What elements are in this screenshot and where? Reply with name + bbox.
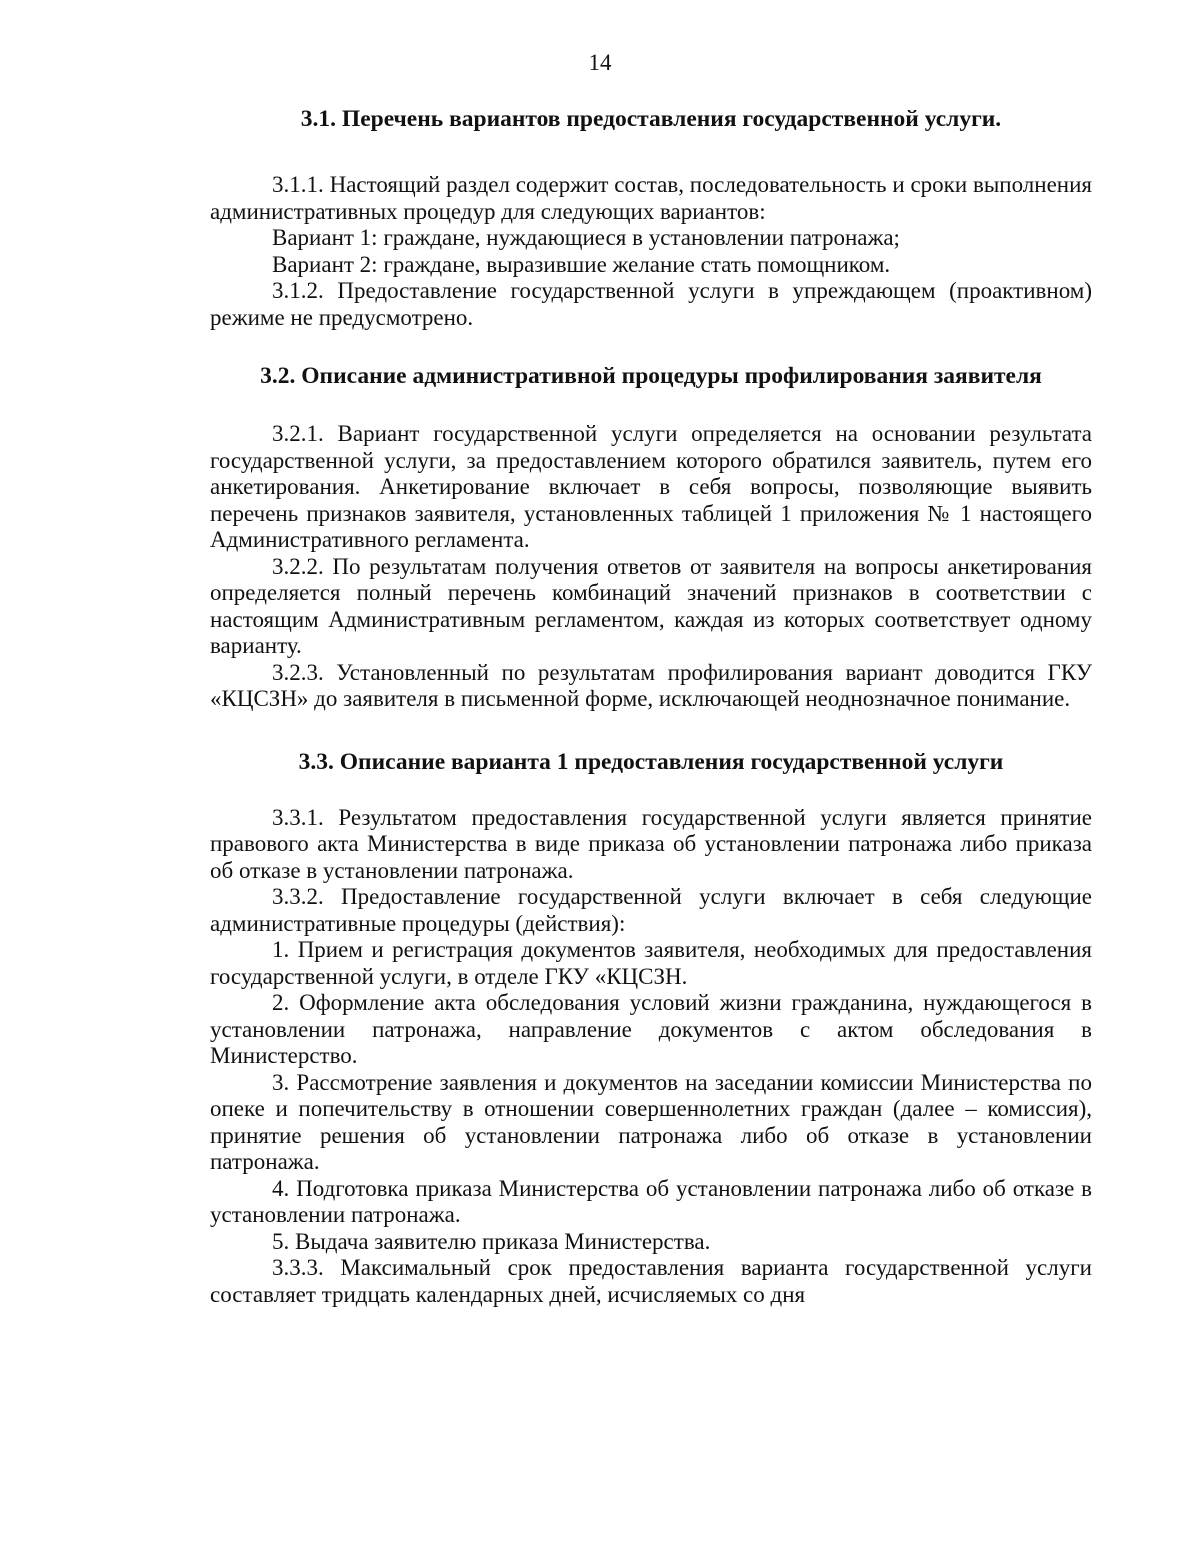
paragraph-variant-2: Вариант 2: граждане, выразившие желание стать помощником. (272, 251, 891, 277)
paragraph-3-2-2: 3.2.2. По результатам получения ответов от заявителя на вопросы анкетирования определяется полный перечень комбинаций значений признаков в соответствии с настоящим Административным регламентом, каждая из которых соответствует одному варианту. (210, 553, 1092, 658)
list-item-procedure-4: 4. Подготовка приказа Министерства об установлении патронажа либо об отказе в установлении патронажа. (210, 1175, 1092, 1227)
document-body (210, 104, 1092, 1308)
section-heading-3-3: 3.3. Описание варианта 1 предоставления государственной услуги (298, 748, 1004, 775)
paragraph-3-3-3: 3.3.3. Максимальный срок предоставления варианта государственной услуги составляет тридцать календарных дней, исчисляемых со дня (210, 1255, 1092, 1307)
list-item-procedure-2: 2. Оформление акта обследования условий жизни гражданина, нуждающегося в установлении патронажа, направление документов с актом обследования в Министерство. (210, 990, 1092, 1068)
paragraph-variant-1: Вариант 1: граждане, нуждающиеся в установлении патронажа; (272, 225, 900, 250)
list-item-procedure-3: 3. Рассмотрение заявления и документов на заседании комиссии Министерства по опеке и попечительству в отношении совершеннолетних граждан (далее – комиссия), принятие решения об установлении патронажа либо об отказе в установлении патронажа. (210, 1069, 1092, 1174)
section-3-3 (210, 747, 1092, 1309)
paragraph-3-3-2: 3.3.2. Предоставление государственной услуги включает в себя следующие административные процедуры (действия): (210, 884, 1092, 936)
section-heading-3-1: 3.1. Перечень вариантов предоставления государственной услуги. (300, 106, 1002, 132)
list-item-procedure-1: 1. Прием и регистрация документов заявителя, необходимых для предоставления государственной услуги, в отделе ГКУ «КЦСЗН. (210, 937, 1092, 989)
paragraph-3-1-1: 3.1.1. Настоящий раздел содержит состав, последовательность и сроки выполнения административных процедур для следующих вариантов: (210, 172, 1092, 224)
section-heading-3-2: 3.2. Описание административной процедуры профилирования заявителя (260, 363, 1042, 389)
paragraph-3-1-2: 3.1.2. Предоставление государственной услуги в упреждающем (проактивном) режиме не предусмотрено. (210, 278, 1092, 330)
list-item-procedure-5: 5. Выдача заявителю приказа Министерства. (272, 1228, 711, 1254)
paragraph-3-3-1: 3.3.1. Результатом предоставления государственной услуги является принятие правового акта Министерства в виде приказа об установлении патронажа либо приказа об отказе в установлении патронажа. (210, 804, 1092, 883)
section-3-1 (210, 104, 1092, 331)
paragraph-3-2-1: 3.2.1. Вариант государственной услуги определяется на основании результата государственной услуги, за предоставлением которого обратился заявитель, путем его анкетирования. Анкетирование включает в себя вопросы, позволяющие выявить перечень признаков заявителя, установленных таблицей 1 приложения № 1 настоящего Административного регламента. (210, 421, 1092, 552)
paragraph-3-2-3: 3.2.3. Установленный по результатам профилирования вариант доводится ГКУ «КЦСЗН» до заявителя в письменной форме, исключающей неоднозначное понимание. (210, 659, 1092, 711)
section-3-2 (210, 361, 1092, 713)
page-number: 14 (588, 50, 612, 75)
